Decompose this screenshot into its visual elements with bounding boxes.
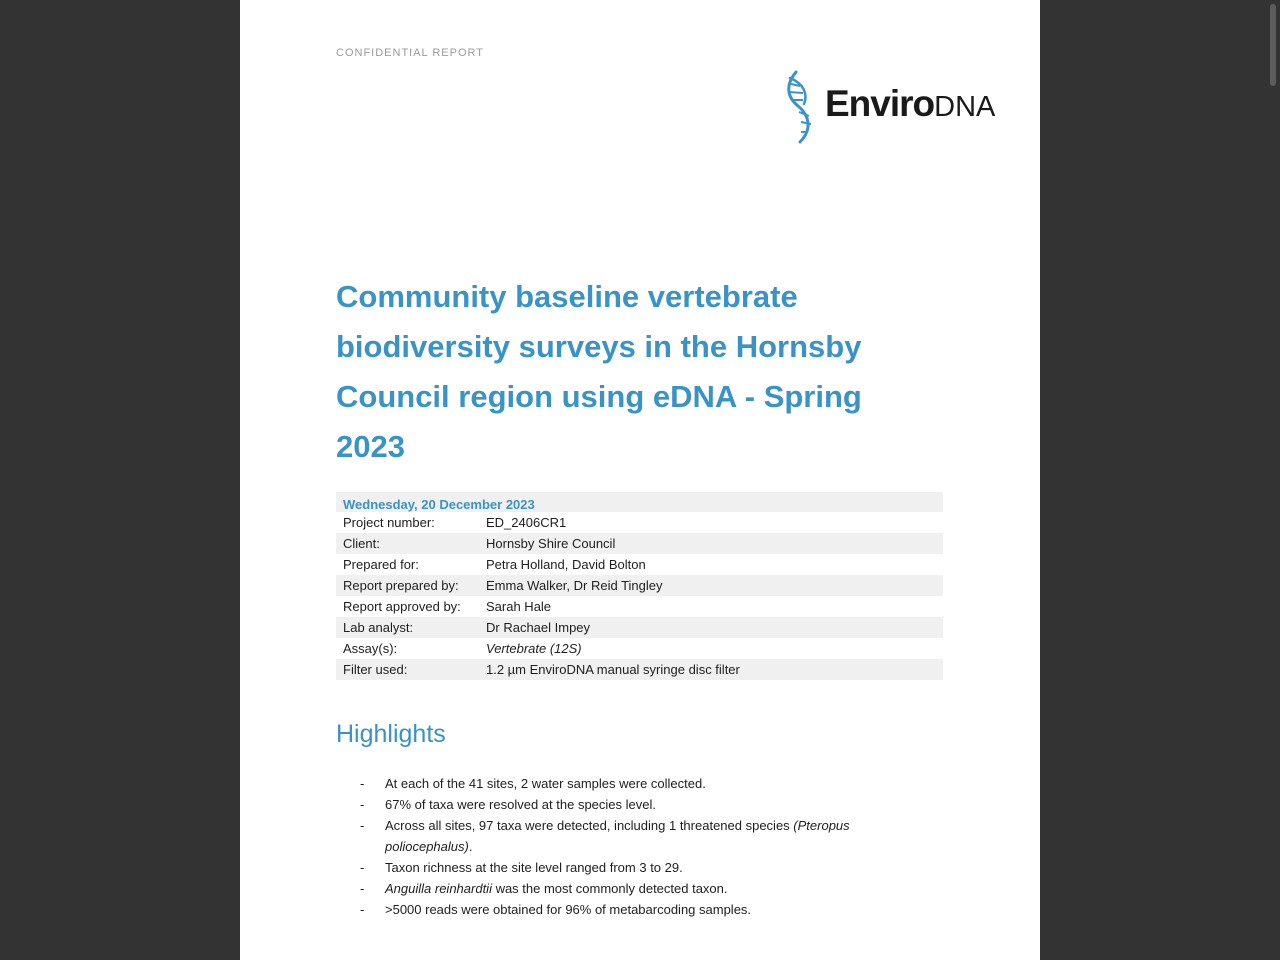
meta-label: Prepared for:: [343, 557, 419, 572]
highlight-item: [336, 857, 896, 878]
highlight-item: [336, 815, 896, 857]
report-date: Wednesday, 20 December 2023: [336, 492, 943, 512]
highlight-text: Taxon richness at the site level ranged from 3 to 29.: [385, 860, 683, 875]
bullet-dash: -: [360, 818, 365, 833]
highlights-heading: Highlights: [336, 720, 446, 748]
meta-value: Petra Holland, David Bolton: [486, 557, 646, 572]
document-page: [240, 0, 1040, 960]
bullet-dash: -: [360, 860, 365, 875]
meta-label: Report prepared by:: [336, 575, 479, 596]
meta-value: Vertebrate (12S): [486, 641, 582, 656]
bullet-dash: -: [360, 797, 365, 812]
highlights-list: [336, 773, 896, 920]
bullet-dash: -: [360, 881, 365, 896]
logo-wordmark-bold: Enviro: [825, 83, 935, 124]
highlight-text: Across all sites, 97 taxa were detected, including 1 threatened species: [385, 818, 794, 833]
bullet-dash: -: [360, 776, 365, 791]
vertical-scrollbar[interactable]: [1268, 0, 1280, 960]
meta-label: Lab analyst:: [336, 617, 479, 638]
meta-label: Assay(s):: [343, 641, 398, 656]
highlight-text: was the most commonly detected taxon.: [491, 881, 728, 896]
meta-label: Client:: [336, 533, 479, 554]
meta-value: Dr Rachael Impey: [479, 617, 943, 638]
highlight-text: At each of the 41 sites, 2 water samples were collected.: [385, 776, 706, 791]
meta-label: Report approved by:: [343, 599, 461, 614]
logo-wordmark-light: DNA: [934, 91, 996, 123]
meta-value: Emma Walker, Dr Reid Tingley: [479, 575, 943, 596]
report-date-row: [336, 492, 943, 512]
meta-row: [336, 512, 943, 533]
meta-label: Filter used:: [336, 659, 479, 680]
highlight-item: [336, 773, 896, 794]
meta-row: [336, 659, 943, 680]
meta-row: [336, 575, 943, 596]
meta-value: ED_2406CR1: [486, 515, 567, 530]
meta-row: [336, 533, 943, 554]
highlight-item: [336, 794, 896, 815]
report-meta-table: [336, 492, 943, 680]
scrollbar-thumb[interactable]: [1270, 4, 1276, 86]
meta-row: [336, 596, 943, 617]
dna-helix-icon: [784, 70, 824, 144]
highlight-text: 67% of taxa were resolved at the species level.: [385, 797, 656, 812]
meta-label: Project number:: [343, 515, 435, 530]
logo-wordmark: [825, 84, 995, 127]
highlight-item: [336, 878, 896, 899]
report-title: Community baseline vertebrate biodiversity surveys in the Hornsby Council region using eDNA - Spring 2023: [336, 279, 862, 464]
confidential-label: CONFIDENTIAL REPORT: [336, 47, 484, 59]
bullet-dash: -: [360, 902, 365, 917]
meta-row: [336, 554, 943, 575]
meta-row: [336, 617, 943, 638]
highlight-text: .: [468, 839, 473, 854]
meta-value: 1.2 µm EnviroDNA manual syringe disc filter: [479, 659, 943, 680]
highlight-text: >5000 reads were obtained for 96% of metabarcoding samples.: [385, 902, 752, 917]
highlight-item: [336, 899, 896, 920]
highlight-text: (Pteropus poliocephalus): [385, 818, 850, 854]
envirodna-logo: [784, 70, 1004, 144]
meta-value: Sarah Hale: [486, 599, 552, 614]
meta-row: [336, 638, 943, 659]
highlight-text: Anguilla reinhardtii: [385, 881, 492, 896]
meta-value: Hornsby Shire Council: [479, 533, 943, 554]
